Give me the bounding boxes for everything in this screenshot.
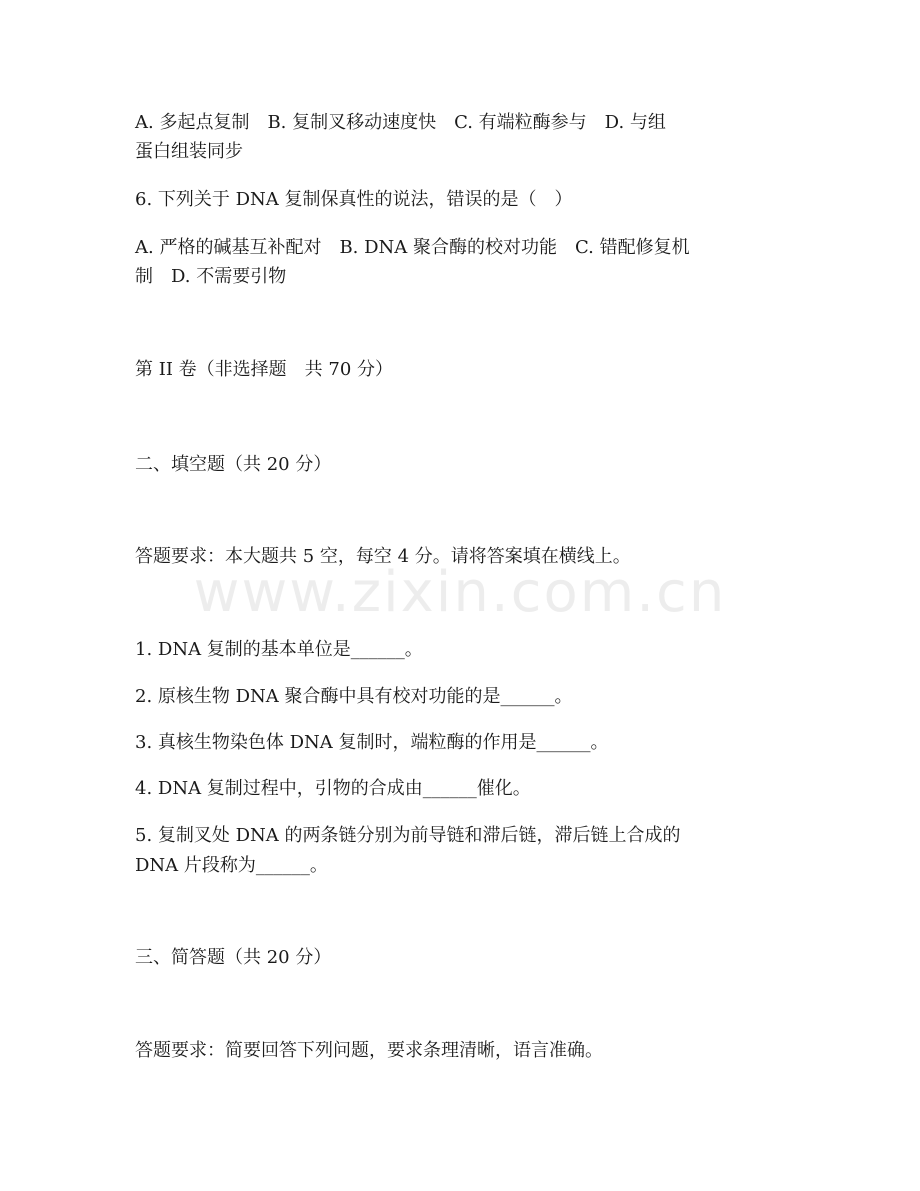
section3-title: 三、简答题（共 20 分） (135, 947, 332, 968)
fill-item-3: 3. 真核生物染色体 DNA 复制时，端粒酶的作用是______。 (135, 732, 609, 753)
section2-instructions: 答题要求：本大题共 5 空，每空 4 分。请将答案填在横线上。 (135, 546, 631, 567)
fill-item-5-line2: DNA 片段称为______。 (135, 855, 328, 876)
fill-item-2: 2. 原核生物 DNA 聚合酶中具有校对功能的是______。 (135, 686, 573, 707)
part2-title: 第 II 卷（非选择题 共 70 分） (135, 359, 394, 380)
fill-item-5-line1: 5. 复制叉处 DNA 的两条链分别为前导链和滞后链，滞后链上合成的 (135, 825, 681, 846)
question6-stem: 6. 下列关于 DNA 复制保真性的说法，错误的是（ ） (135, 189, 573, 210)
question6-options-line1: A. 严格的碱基互补配对 B. DNA 聚合酶的校对功能 C. 错配修复机 (135, 237, 690, 258)
question5-options-line1: A. 多起点复制 B. 复制叉移动速度快 C. 有端粒酶参与 D. 与组 (135, 112, 666, 133)
question6-options-line2: 制 D. 不需要引物 (135, 266, 287, 287)
watermark: www.zixin.com.cn (193, 560, 727, 625)
question5-options-line2: 蛋白组装同步 (135, 141, 243, 162)
fill-item-1: 1. DNA 复制的基本单位是______。 (135, 639, 423, 660)
fill-item-4: 4. DNA 复制过程中，引物的合成由______催化。 (135, 778, 531, 799)
section2-title: 二、填空题（共 20 分） (135, 454, 332, 475)
section3-instructions: 答题要求：简要回答下列问题，要求条理清晰，语言准确。 (135, 1040, 603, 1061)
